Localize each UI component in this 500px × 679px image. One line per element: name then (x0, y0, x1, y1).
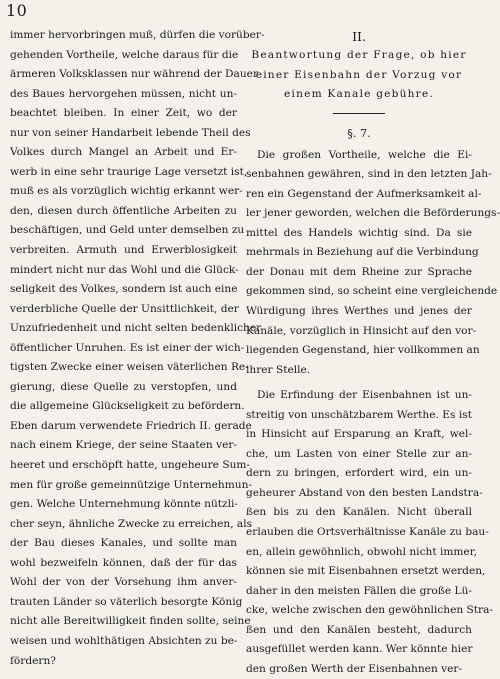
text-line: ren ein Gegenstand der Aufmerksamkeit al- (246, 187, 482, 200)
text-line: ßen und den Kanälen besteht, dadurch (246, 623, 472, 636)
paragraph-1 (246, 146, 500, 381)
text-line: in Hinsicht auf Ersparung an Kraft, wel- (246, 428, 472, 441)
text-line: streitig von unschätzbarem Werthe. Es ist (246, 408, 472, 421)
text-line: mindert nicht nur das Wohl und die Glück- (10, 263, 239, 276)
text-line: heeret und erschöpft hatte, ungeheure Sum- (10, 459, 251, 472)
text-line: gierung, diese Quelle zu verstopfen, und (10, 380, 237, 393)
section-title-line-1: Beantwortung der Frage, ob hier (251, 49, 467, 61)
text-line: mittel des Handels wichtig sind. Da sie (246, 226, 472, 239)
text-line: nur von seiner Handarbeit lebende Theil des (10, 126, 251, 139)
section-title-line-2: einer Eisenbahn der Vorzug vor (255, 68, 463, 81)
page-number: 10 (6, 1, 28, 20)
text-line: erlauben die Ortsverhältnisse Kanäle zu bau- (246, 526, 489, 539)
text-line: Kanäle, vorzüglich in Hinsicht auf den vor- (246, 324, 477, 337)
text-line: tigsten Zwecke einer weisen väterlichen Re- (10, 361, 249, 374)
text-line: den, diesen durch öffentliche Arbeiten zu (10, 204, 237, 217)
text-line: werb in eine sehr traurige Lage versetzt ist, (10, 165, 248, 178)
text-line: öffentlicher Unruhen. Es ist einer der wich- (10, 341, 245, 354)
text-line: beachtet bleiben. In einer Zeit, wo der (10, 107, 237, 120)
text-line: ausgefüllet werden kann. Wer könnte hier (246, 643, 473, 656)
text-line: cke, welche zwischen den gewöhnlichen Stra- (246, 604, 494, 617)
text-line: liegenden Gegenstand, hier vollkommen an (246, 344, 480, 357)
text-line: immer hervorbringen muß, dürfen die vorüber- (10, 29, 265, 41)
section-number: II. (352, 29, 366, 44)
text-line: verbreiten. Armuth und Erwerblosigkeit (10, 244, 237, 257)
text-line: nach einem Kriege, der seine Staaten ver- (10, 439, 237, 452)
text-line: muß es als vorzüglich wichtig erkannt wer- (10, 185, 243, 198)
text-line: verderbliche Quelle der Unsittlichkeit, der (10, 302, 239, 315)
text-line: che, um Lasten von einer Stelle zur an- (246, 447, 472, 460)
text-line: geheurer Abstand von den besten Landstra- (246, 486, 483, 499)
text-line: des Baues hervorgehen müssen, nicht un- (10, 87, 237, 100)
text-line: die allgemeine Glückseligkeit zu befördern. (10, 400, 245, 413)
text-line: Wohl der von der Vorsehung ihm anver- (10, 576, 237, 589)
text-line: ärmeren Volksklassen nur während der Dauer (10, 68, 259, 81)
section-title-line-3: einem Kanale gebühre. (284, 88, 434, 101)
text-line: dern zu bringen, erfordert wird, ein un- (246, 467, 472, 480)
left-column (10, 26, 265, 671)
text-line: senbahnen gewähren, sind in den letzten Jah- (246, 168, 492, 181)
text-line: Volkes durch Mangel an Arbeit und Er- (10, 146, 237, 159)
text-line: können sie mit Eisenbahnen ersetzt werden, (246, 565, 486, 578)
text-line: Unzufriedenheit und nicht selten bedenklicher (10, 322, 262, 335)
text-line: ihrer Stelle. (246, 363, 311, 376)
text-line: den großen Werth der Eisenbahnen ver- (246, 662, 463, 675)
text-line: cher seyn, ähnliche Zwecke zu erreichen, als (10, 517, 253, 530)
text-line: Eben darum verwendete Friedrich II. gerade (10, 419, 252, 432)
text-line: Die großen Vortheile, welche die Ei- (257, 148, 472, 161)
text-line: fördern? (10, 654, 56, 667)
section-divider (333, 113, 385, 114)
paragraph-mark: §. 7. (347, 126, 371, 140)
text-line: nicht alle Bereitwilligkeit finden sollte, seine (10, 615, 251, 628)
right-column (246, 26, 500, 679)
text-line: ler jener geworden, welchen die Beförderungs- (246, 207, 500, 220)
text-line: Die Erfindung der Eisenbahnen ist un- (257, 389, 472, 402)
text-line: men für große gemeinnützige Unternehmun- (10, 478, 253, 491)
text-line: ßen bis zu den Kanälen. Nicht überall (246, 506, 472, 519)
text-line: Würdigung ihres Werthes und jenes der (246, 305, 472, 318)
text-line: en, allein gewöhnlich, obwohl nicht immer, (246, 545, 477, 558)
text-line: mehrmals in Beziehung auf die Verbindung (246, 246, 479, 259)
text-line: der Donau mit dem Rheine zur Sprache (246, 265, 472, 278)
text-line: gen. Welche Unternehmung könnte nützli- (10, 498, 238, 511)
text-line: beschäftigen, und Geld unter demselben zu (10, 224, 245, 237)
text-line: gekommen sind, so scheint eine vergleichende (246, 285, 498, 298)
text-line: daher in den meisten Fällen die große Lü- (246, 584, 472, 597)
text-line: seligkeit des Volkes, sondern ist auch eine (10, 283, 238, 296)
text-line: trauten Länder so väterlich besorgte König (10, 595, 243, 608)
text-line: der Bau dieses Kanales, und sollte man (10, 537, 237, 550)
text-line: weisen und wohlthätigen Absichten zu be- (10, 634, 238, 647)
text-line: wohl bezweifeln können, daß der für das (10, 556, 237, 569)
paragraph-2 (246, 386, 494, 679)
text-line: gehenden Vortheile, welche daraus für die (10, 48, 239, 61)
